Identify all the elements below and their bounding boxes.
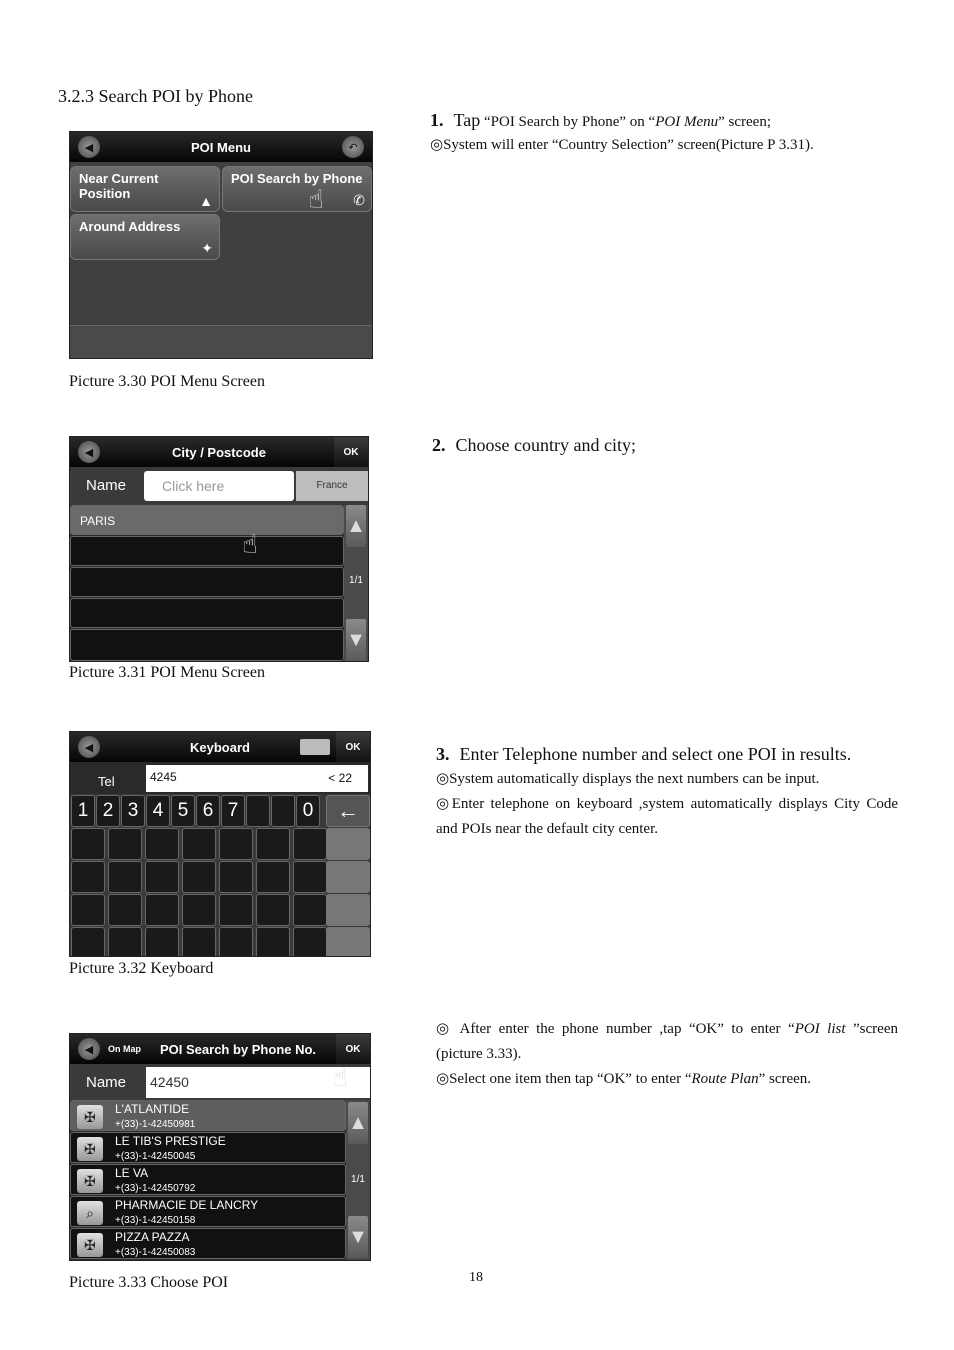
button-label: Near Current Position	[79, 171, 159, 201]
digit-key[interactable]	[271, 795, 295, 827]
back-icon[interactable]: ◀	[78, 1038, 100, 1060]
para-text-end: ”screen (picture 3.33).	[436, 1021, 898, 1062]
back-icon[interactable]: ◀	[78, 136, 100, 158]
step-number: 2.	[432, 435, 446, 455]
blank-key[interactable]	[71, 861, 105, 893]
bottom-bar	[70, 325, 372, 358]
blank-key[interactable]	[293, 828, 327, 860]
poi-name: PIZZA PAZZA	[115, 1230, 190, 1244]
blank-key[interactable]	[145, 861, 179, 893]
list-item[interactable]	[70, 629, 344, 661]
phone-icon: ✆	[353, 192, 365, 208]
poi-phone: +(33)-1-42450083	[115, 1247, 196, 1258]
around-address-button[interactable]	[70, 214, 220, 260]
blank-key[interactable]	[256, 927, 290, 957]
list-item[interactable]	[70, 1228, 346, 1259]
page-number: 18	[469, 1270, 483, 1285]
keyboard-screen	[69, 731, 371, 957]
screen-title: Keyboard	[190, 739, 250, 755]
side-key[interactable]	[326, 828, 370, 860]
blank-key[interactable]	[256, 894, 290, 926]
blank-key[interactable]	[219, 894, 253, 926]
blank-key[interactable]	[182, 828, 216, 860]
keyboard-toggle-icon[interactable]	[300, 739, 330, 755]
on-map-button[interactable]: On Map	[108, 1044, 141, 1054]
tel-label: Tel	[98, 774, 115, 789]
para-text: ◎Select one item then tap “OK” to enter “	[436, 1071, 692, 1087]
blank-key[interactable]	[108, 894, 142, 926]
caption-3-32: Picture 3.32 Keyboard	[69, 960, 214, 977]
poi-name: PHARMACIE DE LANCRY	[115, 1198, 259, 1212]
tel-input[interactable]	[146, 765, 368, 792]
back-icon[interactable]: ◀	[78, 441, 100, 463]
step-3-note-2: ◎Enter telephone on keyboard ,system automatically displays City Code and POIs near the default city center.	[436, 796, 898, 837]
name-row	[70, 1064, 370, 1100]
step-4-para-2	[436, 1067, 898, 1092]
list-item[interactable]	[70, 567, 344, 597]
digit-key[interactable]: 2	[96, 795, 120, 827]
blank-key[interactable]	[182, 894, 216, 926]
scroll-up-icon[interactable]: ▲	[348, 1102, 368, 1144]
step-4-para-1	[436, 1017, 898, 1067]
search-icon: ⌕	[77, 1201, 103, 1225]
blank-key[interactable]	[219, 828, 253, 860]
name-label: Name	[86, 1074, 127, 1091]
screen-title: POI Search by Phone No.	[160, 1041, 317, 1057]
map-icon: ✦	[201, 240, 213, 256]
list-item[interactable]	[70, 505, 344, 535]
caption-3-31: Picture 3.31 POI Menu Screen	[69, 664, 265, 681]
poi-phone: +(33)-1-42450045	[115, 1151, 196, 1162]
blank-key[interactable]	[145, 828, 179, 860]
name-row	[70, 467, 368, 505]
tap-hand-icon: ☝	[332, 1062, 348, 1092]
para-text-end: ” screen.	[758, 1071, 812, 1087]
button-label: Around Address	[79, 219, 181, 234]
restaurant-icon: ✠	[77, 1169, 103, 1193]
return-icon[interactable]: ↶	[342, 136, 364, 158]
restaurant-icon: ✠	[77, 1105, 103, 1129]
blank-key[interactable]	[71, 894, 105, 926]
poi-phone: +(33)-1-42450792	[115, 1183, 196, 1194]
poi-name: L'ATLANTIDE	[115, 1102, 190, 1116]
tel-value: 4245	[150, 770, 177, 784]
step-text: Enter Telephone number and select one POI in results.	[459, 744, 852, 764]
blank-key[interactable]	[219, 927, 253, 957]
backspace-icon[interactable]: ←	[326, 795, 370, 827]
digit-key[interactable]: 4	[146, 795, 170, 827]
list-item[interactable]	[70, 1132, 346, 1163]
restaurant-icon: ✠	[77, 1137, 103, 1161]
step-number: 1.	[430, 110, 444, 130]
country-button[interactable]: France	[296, 471, 368, 501]
blank-key[interactable]	[145, 927, 179, 957]
digit-key[interactable]: 0	[296, 795, 320, 827]
digit-key[interactable]	[246, 795, 270, 827]
blank-key[interactable]	[182, 861, 216, 893]
scroll-up-icon[interactable]: ▲	[346, 505, 366, 547]
row-label: PARIS	[80, 514, 116, 528]
blank-key[interactable]	[108, 828, 142, 860]
blank-key[interactable]	[108, 861, 142, 893]
side-key[interactable]	[326, 861, 370, 893]
scroll-down-icon[interactable]: ▼	[348, 1216, 368, 1258]
page-indicator: 1/1	[351, 1174, 365, 1185]
name-input[interactable]	[144, 471, 294, 501]
step-4	[436, 1017, 898, 1092]
tel-row	[70, 762, 370, 794]
list-item[interactable]	[70, 536, 344, 566]
ok-button[interactable]: OK	[334, 437, 368, 467]
digit-key[interactable]: 3	[121, 795, 145, 827]
side-key[interactable]	[326, 927, 370, 957]
list-item[interactable]	[70, 598, 344, 628]
list-item[interactable]	[70, 1100, 346, 1131]
scrollbar[interactable]	[344, 505, 368, 661]
step-text: Choose country and city;	[455, 435, 636, 455]
near-current-position-button[interactable]	[70, 166, 220, 212]
digit-key[interactable]: 5	[171, 795, 195, 827]
step-text-end: ” screen;	[718, 114, 771, 130]
para-text-em: Route Plan	[691, 1071, 759, 1087]
digit-key[interactable]: 7	[221, 795, 245, 827]
tap-hand-icon: ☝	[242, 529, 258, 559]
digit-key[interactable]: 1	[71, 795, 95, 827]
blank-key[interactable]	[293, 894, 327, 926]
poi-search-by-phone-screen	[69, 1033, 371, 1261]
step-3-note-1: ◎System automatically displays the next numbers can be input.	[436, 771, 820, 787]
button-label: POI Search by Phone	[231, 171, 363, 186]
ok-button[interactable]: OK	[336, 1034, 370, 1064]
poi-phone: +(33)-1-42450158	[115, 1215, 196, 1226]
poi-menu-screen	[69, 131, 373, 359]
title-bar	[70, 437, 368, 467]
blank-key[interactable]	[145, 894, 179, 926]
tap-hand-icon: ☝	[308, 184, 324, 214]
step-3	[436, 744, 898, 842]
caption-3-33: Picture 3.33 Choose POI	[69, 1274, 229, 1291]
scrollbar[interactable]	[346, 1100, 370, 1260]
step-1-note: ◎System will enter “Country Selection” screen(Picture P 3.31).	[430, 137, 814, 153]
blank-key[interactable]	[293, 861, 327, 893]
name-label: Name	[86, 477, 127, 494]
ok-button[interactable]: OK	[336, 732, 370, 762]
step-text: “POI Search by Phone” on “	[480, 114, 656, 130]
blank-key[interactable]	[108, 927, 142, 957]
para-text-em: POI list	[794, 1021, 846, 1037]
blank-key[interactable]	[293, 927, 327, 957]
section-heading: 3.2.3 Search POI by Phone	[58, 86, 253, 106]
name-value: 42450	[150, 1074, 189, 1090]
list-item[interactable]	[70, 1164, 346, 1195]
restaurant-icon: ✠	[77, 1233, 103, 1257]
poi-search-by-phone-button[interactable]	[222, 166, 372, 212]
screen-title: City / Postcode	[172, 444, 266, 460]
step-1	[430, 110, 910, 158]
name-placeholder: Click here	[162, 478, 225, 494]
para-text: ◎ After enter the phone number ,tap “OK” to enter “	[436, 1021, 795, 1037]
digit-key[interactable]: 6	[196, 795, 220, 827]
tap-word: Tap	[453, 110, 481, 130]
poi-name: LE VA	[115, 1166, 149, 1180]
blank-key[interactable]	[256, 828, 290, 860]
title-bar	[70, 132, 372, 162]
list-item[interactable]	[70, 1196, 346, 1227]
car-icon: ▲	[199, 193, 213, 209]
step-2	[432, 435, 636, 456]
step-text-em: POI Menu	[655, 114, 719, 130]
poi-name: LE TIB'S PRESTIGE	[115, 1134, 226, 1148]
caption-3-30: Picture 3.30 POI Menu Screen	[69, 373, 265, 390]
side-key[interactable]	[326, 894, 370, 926]
screen-title: POI Menu	[191, 139, 251, 155]
blank-key[interactable]	[219, 861, 253, 893]
scroll-down-icon[interactable]: ▼	[346, 619, 366, 661]
char-count: < 22	[328, 771, 352, 785]
blank-key[interactable]	[256, 861, 290, 893]
blank-key[interactable]	[71, 828, 105, 860]
page-indicator: 1/1	[349, 575, 363, 586]
blank-key[interactable]	[71, 927, 105, 957]
blank-key[interactable]	[182, 927, 216, 957]
back-icon[interactable]: ◀	[78, 736, 100, 758]
city-postcode-screen	[69, 436, 369, 662]
step-number: 3.	[436, 744, 450, 764]
poi-phone: +(33)-1-42450981	[115, 1119, 196, 1130]
